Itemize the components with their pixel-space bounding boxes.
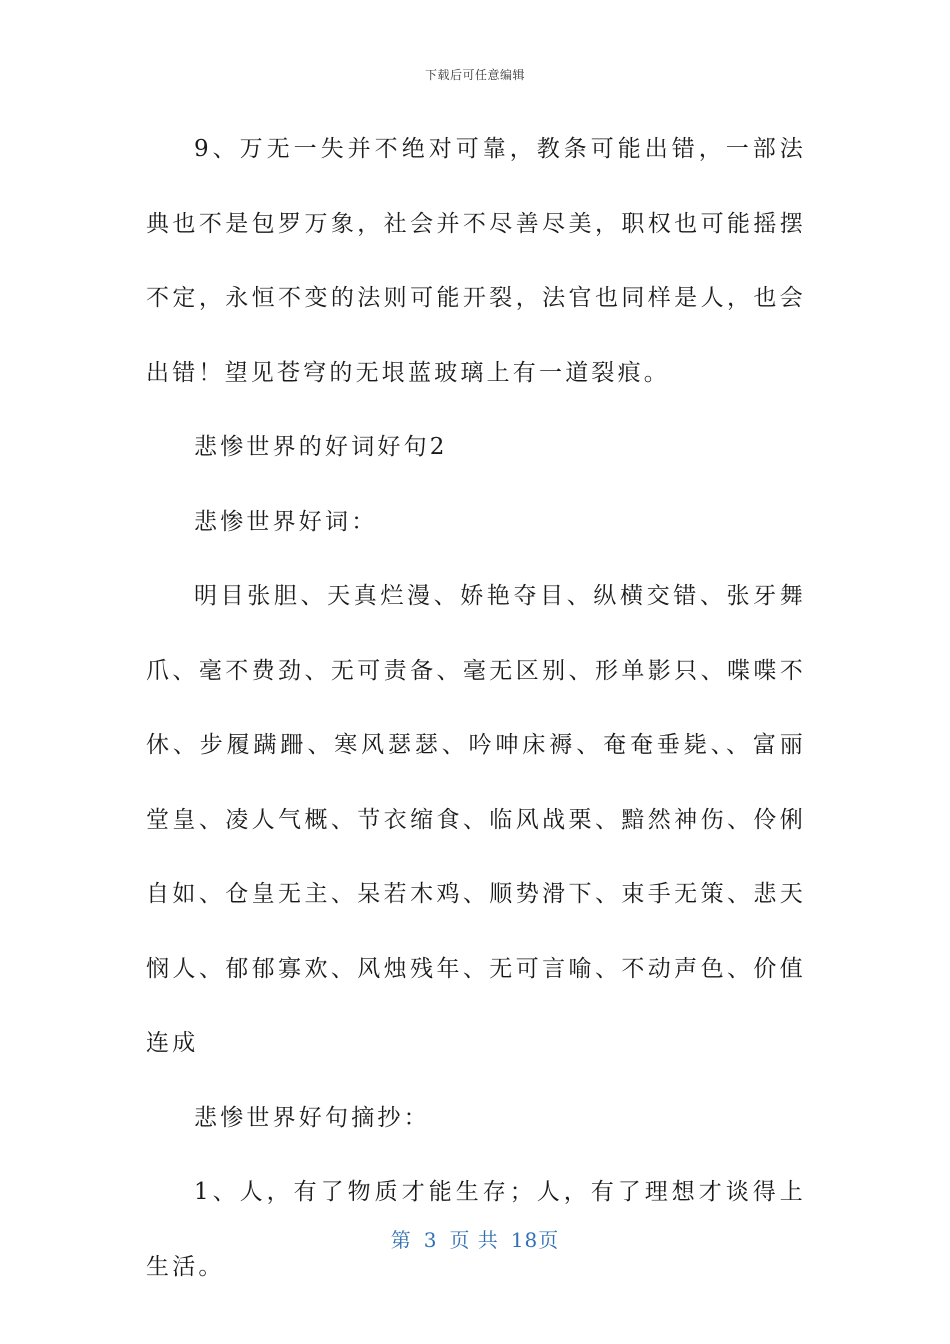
paragraph-quote-1: 1、人，有了物质才能生存；人，有了理想才谈得上生活。 <box>146 1179 806 1280</box>
section-heading: 悲惨世界的好词好句2 <box>194 434 448 460</box>
footer-total-pages: 18页 <box>510 1228 560 1252</box>
paragraph-quote-9: 9、万无一失并不绝对可靠，教条可能出错，一部法典也不是包罗万象，社会并不尽善尽美，职权也可能摇摆不定，永恒不变的法则可能开裂，法官也同样是人，也会出错！望见苍穹的无垠蓝玻璃上有一道裂痕。 <box>146 136 806 386</box>
footer-label-of: 页 共 <box>449 1228 499 1252</box>
footer-label-page: 第 <box>390 1228 412 1252</box>
page-footer <box>0 1224 950 1253</box>
document-body <box>146 112 806 1304</box>
subheading-words: 悲惨世界好词： <box>194 508 378 535</box>
subheading-sentences: 悲惨世界好句摘抄： <box>194 1104 430 1131</box>
page-header-note: 下载后可任意编辑 <box>424 68 525 82</box>
footer-current-page: 3 <box>423 1228 438 1252</box>
paragraph-word-list: 明目张胆、天真烂漫、娇艳夺目、纵横交错、张牙舞爪、毫不费劲、无可责备、毫无区别、形单影只、喋喋不休、步履蹒跚、寒风瑟瑟、吟呻床褥、奄奄垂毙、、富丽堂皇、凌人气概、节衣缩食、临风战栗、黯然神伤、伶俐自如、仓皇无主、呆若木鸡、顺势滑下、束手无策、悲天悯人、郁郁寡欢、风烛残年、无可言喻、不动声色、价值连成 <box>146 583 806 1056</box>
